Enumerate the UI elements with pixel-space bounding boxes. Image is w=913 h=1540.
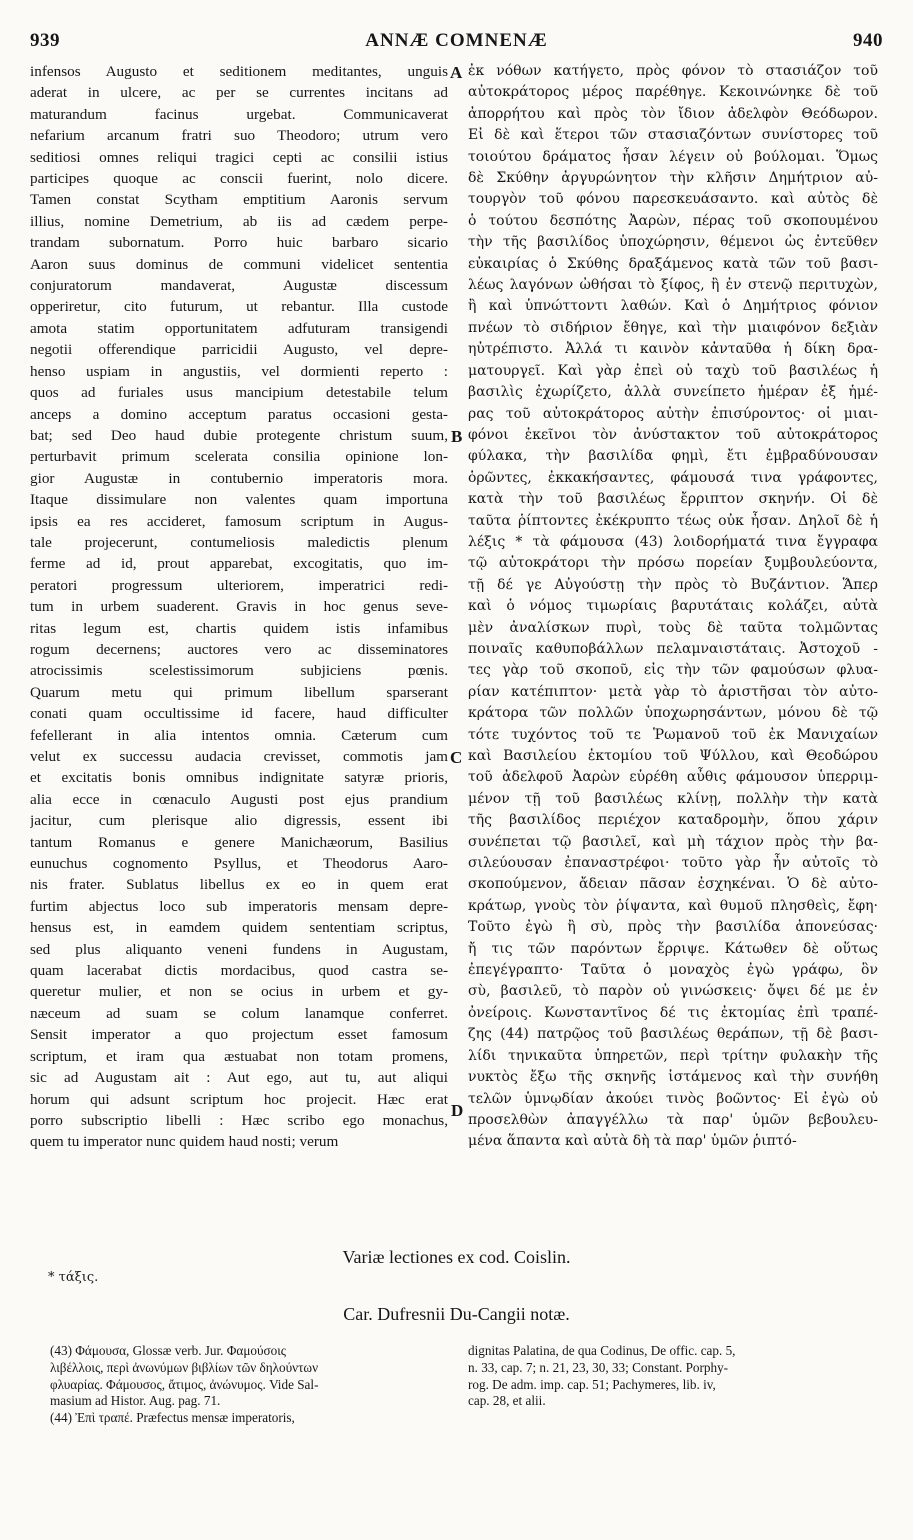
greek-text-line: σιλεύουσαν ἐπαναστρέφοι· τοῦτο γὰρ ἦν αὐτοῖς τὸ: [468, 855, 878, 872]
greek-text-line: ὁ τούτου δεσπότης Ἀαρὼν, πέρας τοῦ σκοπουμένου: [468, 212, 878, 229]
latin-text-line: negotii offerendique parricidii Augusto, vel depre-: [30, 341, 448, 359]
greek-text-line: αὐτοκράτορος μέρος παρέθηγε. Κεκοινώνηκε δὲ τοῦ: [468, 84, 878, 101]
note-line: n. 33, cap. 7; n. 21, 23, 30, 33; Constant. Porphy-: [468, 1359, 729, 1375]
greek-text-line: ζης (44) πατρῷος τοῦ βασιλέως θεράπων, τῇ δὲ βασι-: [468, 1026, 878, 1043]
greek-text-line: ρίαν κατέπιπτον· μετὰ γὰρ τὸ ἀριστῆσαι τὸν αὐτο-: [468, 683, 878, 700]
latin-text-line: alia ecce in cœnaculo Augusti post ejus prandium: [30, 790, 448, 808]
greek-text-line: σὺ, βασιλεῦ, τὸ παρὸν οὐ γινώσκεις· ὄψει δέ με ἐν: [468, 983, 878, 1000]
greek-text-line: τουργὸν τοῦ φόνου παρεσκευάσαντο. καὶ αὐτὸς δὲ: [468, 191, 878, 208]
greek-text-line: δὲ Σκύθην ἀργυρώνητον τὴν κλῆσιν Δημήτριον αὐ-: [468, 170, 878, 187]
latin-text-line: jacitur, cum plerisque alio digressis, essent ibi: [30, 812, 448, 830]
greek-text-line: Εἰ δὲ καὶ ἕτεροι τῶν στασιαζόντων συνίστορες τοῦ: [468, 127, 878, 144]
latin-text-line: queretur mulier, et non se ocius in urbem et gy-: [30, 983, 448, 1001]
greek-text-line: λέξις * τὰ φάμουσα (43) λοιδορήματά τινα ἔγγραφα: [468, 533, 878, 550]
latin-text-line: nis frater. Sublatus libellus ex eo in quem erat: [30, 876, 448, 894]
latin-text-line: conjuratorum mandaverat, Augustæ discessum: [30, 277, 448, 295]
running-title: ANNÆ COMNENÆ: [365, 30, 548, 51]
greek-text-line: μὲν ἀναλίσκων πυρὶ, τοὺς δὲ ταῦτα τολμῶντας: [468, 619, 878, 636]
greek-text-line: ὁρῶντες, ἐκκακήσαντες, φάμουσά τινα γράφοντες,: [468, 469, 878, 486]
greek-text-line: πνέων τὸ σιδήριον ἔθηγε, καὶ τὴν μιαιφόνον δεξιὰν: [468, 319, 878, 336]
latin-text-line: sed plus aliquanto veneni fundens in Augustam,: [30, 940, 448, 958]
greek-text-line: τοιούτου δράματος ἦσαν λέγειν οὐ βούλομαι. Ὅμως: [468, 148, 878, 165]
latin-text-line: et excitatis bonis omnibus indignitate satyræ prioris,: [30, 769, 448, 787]
greek-text-line: ἐκ νόθων κατήγετο, πρὸς φόνον τὸ στασιάζον τοῦ: [468, 63, 878, 79]
latin-text-line: Sensit imperator a quo projectum esset famosum: [30, 1026, 448, 1044]
latin-text-line: ritas legum est, chartis quidem istis infamibus: [30, 619, 448, 637]
greek-text-line: ταῦτα ῥίπτοντες ἐκέκρυπτο τέως οὐκ ἦσαν. Δηλοῖ δὲ ἡ: [468, 512, 878, 529]
greek-text-line: συνέπεται τῷ βασιλεῖ, καὶ μὴ τάχιον πρὸς τὴν βα-: [468, 833, 878, 850]
latin-text-line: aderat in ulcere, ac per se currentes incitans ad: [30, 84, 448, 102]
latin-text-line: hensus est, in eamdem quidem sententiam scriptus,: [30, 919, 448, 937]
greek-text-line: τῆς βασιλίδος περιέχον καταδρομὴν, ὅπου χάριν: [468, 812, 878, 829]
latin-text-line: trandam subornatum. Porro huic barbaro sicario: [30, 234, 448, 252]
latin-text-line: sic ad Augustam ait : Aut ego, aut tu, aut aliqui: [30, 1069, 448, 1087]
latin-text-line: amota statim opportunitatem adfuturam transigendi: [30, 319, 448, 337]
latin-text-line: horum qui adsunt scriptum hoc projecit. Hæc erat: [30, 1090, 448, 1108]
greek-text-line: ἤ τις τῶν παρόντων ἔρριψε. Κάτωθεν δὲ οὕτως: [468, 940, 878, 957]
greek-text-line: κατὰ τὴν τοῦ βασιλέως ἔρριπτον σκηνήν. Οἱ δὲ: [468, 491, 878, 508]
latin-text-line: ipsis ea res accideret, famosum scriptum in Augus-: [30, 512, 448, 530]
latin-text-line: nefarium arcanum fratri suo Theodoro; utrum vero: [30, 127, 448, 145]
note-line: rog. De adm. imp. cap. 51; Pachymeres, lib. iv,: [468, 1376, 716, 1392]
greek-text-line: ποιναῖς καθυποβάλλων πελαμναιστάταις. Ἀστοχοῦ -: [468, 640, 878, 657]
latin-text-line: eunuchus cognomento Psyllus, et Theodorus Aaro-: [30, 855, 448, 873]
greek-text-line: λίδι τηνικαῦτα ὑπηρετῶν, περὶ τρίτην φυλακὴν τῆς: [468, 1047, 878, 1064]
greek-text-line: τῷ αὐτοκράτορι τὴν πρόσω πορείαν ξυμβουλεύοντα,: [468, 555, 878, 572]
section-marker-a: A: [450, 63, 463, 82]
greek-text-line: ἐπεγέγραπτο· Ταῦτα ὁ μοναχὸς ἐγὼ γράφω, ὃν: [468, 962, 878, 979]
latin-text-line: bat; sed Deo haud dubie protegente christum suum,: [30, 426, 448, 444]
greek-text-line: εὐκαιρίας ὁ Σκύθης δραξάμενος κατὰ τῶν τοῦ βασι-: [468, 255, 878, 272]
note-line: cap. 28, et alii.: [468, 1393, 546, 1409]
section-marker-d: D: [451, 1101, 464, 1120]
latin-text-line: quam lacerabat dictis mordacibus, quod castra se-: [30, 962, 448, 980]
greek-text-line: ἢ καὶ ὑπνώττοντι λαθών. Καὶ ὁ Δημήτριος φόνιον: [468, 298, 878, 315]
greek-text-line: τότε τυχόντος τοῦ τε Ῥωμανοῦ τοῦ ἐκ Μανιχαίων: [468, 726, 878, 743]
greek-column: [468, 61, 878, 1153]
section-marker-b: B: [451, 427, 463, 446]
note-line: φλυαρίας. Φάμουσος, ἄτιμος, ἀνώνυμος. Vide Sal-: [50, 1376, 319, 1392]
latin-text-line: anceps a domino acceptum paratus occasioni gesta-: [30, 405, 448, 423]
note-line: masium ad Histor. Aug. pag. 71.: [50, 1393, 221, 1409]
latin-text-line: seditiosi omnes reliqui tragici cepti ac consilii istius: [30, 148, 448, 166]
latin-text-line: peratori progressum ulteriorem, imperatrici redi-: [30, 576, 448, 594]
latin-text-line: Tamen constat Scytham emptitium Aaronis servum: [30, 191, 448, 209]
greek-text-line: τῇ δέ γε Αὐγούστῃ τὴν πρὸς τὸ Βυζάντιον. Ἅπερ: [468, 576, 878, 593]
greek-text-line: ηὐτρέπιστο. Ἀλλά τι καινὸν κἀνταῦθα ἡ δίκη δρα-: [468, 341, 878, 358]
greek-text-line: λέως λαγόνων ὠθήσαι τὸ ξίφος, ἢ ἐν στενῷ περιτυχὼν,: [468, 277, 878, 294]
greek-text-line: προσελθὼν ἀπαγγέλλω τὰ παρ' ὑμῶν βεβουλευ-: [468, 1111, 878, 1128]
page-number-left: 939: [30, 30, 60, 51]
latin-text-line: furtim abjectus loco sub imperatoris mensam depre-: [30, 897, 448, 915]
note-line: dignitas Palatina, de qua Codinus, De offic. cap. 5,: [468, 1343, 736, 1358]
latin-text-line: conati quam occultissime id facere, haud difficulter: [30, 705, 448, 723]
latin-text-line: tantum Romanus e genere Manichæorum, Basilius: [30, 833, 448, 851]
greek-text-line: καὶ ὁ νόμος τιμωρίαις βαρυτάταις κολάζει, αὐτὰ: [468, 598, 878, 615]
page-number-right: 940: [853, 30, 883, 51]
latin-text-line: Itaque dissimulare non valentes quam importuna: [30, 491, 448, 509]
latin-text-line: næceum ad suam se colum lanamque conferret.: [30, 1004, 448, 1022]
greek-text-line: τὴν τῆς βασιλίδος ὑποχώρησιν, θέμενοι ὡς ἐντεῦθεν: [468, 234, 878, 251]
latin-text-line: velut ex successu audacia crevisset, commotis jam: [30, 748, 448, 765]
latin-text-line: fefellerant in alia intentos omnia. Cæterum cum: [30, 726, 448, 744]
latin-text-line: quem tu imperator nunc quidem haud nosti; verum: [30, 1133, 339, 1151]
latin-text-line: atrocissimis scelestissimorum subjiciens pœnis.: [30, 662, 448, 680]
variae-lectiones-note: * τάξις.: [48, 1270, 99, 1285]
greek-text-line: τες γὰρ τοῦ σκοποῦ, εἰς τὴν τῶν φαμούσων φλυα-: [468, 662, 878, 679]
greek-text-line: ἀπορρήτου καὶ πρὸς τὸν ἴδιον ἀδελφὸν Θεόδωρον.: [468, 105, 878, 122]
greek-text-line: κράτορα τῶν πολλῶν ὑποχωρησάντων, μόνου δὲ τῷ: [468, 705, 878, 722]
greek-text-line: Τοῦτο ἐγὼ ἢ σὺ, πρὸς τὴν βασιλίδα ἀπονεύσας·: [468, 919, 878, 936]
section-marker-c: C: [450, 748, 463, 767]
latin-text-line: henso uspiam in angustiis, vel dormienti reperto :: [30, 362, 448, 380]
latin-text-line: Aaron suus dominus de communi videlicet sententia: [30, 255, 448, 273]
greek-text-line: τοῦ ἀδελφοῦ Ἀαρὼν εὑρέθη αὖθις φάμουσον ὑπερριμ-: [468, 769, 878, 786]
latin-text-line: participes quoque ac conscii fuerint, nolo dicere.: [30, 170, 448, 188]
greek-text-line: ὀνείροις. Κωνσταντῖνος δέ τις ἐκτομίας ἐπὶ τραπέ-: [468, 1004, 878, 1021]
latin-text-line: maturandum facinus urgebat. Communicaverat: [30, 105, 448, 123]
latin-column: [30, 61, 448, 1153]
greek-text-line: νυκτὸς ἔξω τῆς σκηνῆς ἱστάμενος καὶ τὴν συνήθη: [468, 1069, 878, 1086]
latin-text-line: tum in urbem suaderent. Gravis in hoc genus seve-: [30, 598, 448, 616]
greek-text-line: φύλακα, τὴν βασιλίδα φημὶ, ἔτι ἐμβραδύνουσαν: [468, 448, 878, 465]
latin-text-line: ferme ad id, prout apparebat, excogitatis, quo im-: [30, 555, 448, 573]
latin-text-line: illius, nomine Demetrium, ab iis ad cædem perpe-: [30, 212, 448, 230]
latin-text-line: opperiretur, cito futurum, ut rebantur. Illa custode: [30, 298, 448, 316]
greek-text-line: σκοπούμενον, ἄδειαν πᾶσαν ἐσχηκέναι. Ὁ δὲ αὐτο-: [468, 876, 878, 893]
greek-text-line: φόνοι ἐκεῖνοι τὸν ἀνύστακτον τοῦ αὐτοκράτορος: [468, 426, 878, 443]
latin-text-line: perturbavit primum scelerata consilia opinione lon-: [30, 448, 448, 466]
notes-left-column: [50, 1343, 450, 1427]
variae-lectiones-heading: Variæ lectiones ex cod. Coislin.: [342, 1247, 571, 1267]
note-line: λιβέλλοις, περὶ ἀνωνύμων βιβλίων τῶν δηλούντων: [50, 1359, 319, 1375]
greek-text-line: βασιλὶς ἐχωρίζετο, ἀλλὰ συνείπετο ἡμέραν ἐξ ἡμέ-: [468, 384, 878, 401]
latin-text-line: gior Augustæ in contubernio imperatoris mora.: [30, 469, 448, 487]
greek-text-line: κράτωρ, γνοὺς τὸν ῥίψαντα, καὶ θυμοῦ πλησθεὶς, ἔφη·: [468, 897, 878, 914]
notes-heading: Car. Dufresnii Du-Cangii notæ.: [343, 1304, 570, 1324]
note-line: (43) Φάμουσα, Glossæ verb. Jur. Φαμούσοις: [50, 1343, 286, 1358]
latin-text-line: quos ad furiales usus mancipium detestabile telum: [30, 384, 448, 402]
page-header: [30, 30, 883, 56]
latin-text-line: porro subscriptio libelli : Hæc scribo ego monachus,: [30, 1111, 448, 1129]
greek-text-line: μένον τῇ τοῦ βασιλέως κλίνῃ, πολλὴν τὴν κατὰ: [468, 790, 878, 807]
latin-text-line: scriptum, et iram qua æstuabat non totam promens,: [30, 1047, 448, 1065]
greek-text-line: καὶ Βασιλείου ἐκτομίου τοῦ Ψύλλου, καὶ Θεοδώρου: [468, 748, 878, 764]
greek-text-line: τελῶν ὑμνῳδίαν ἀκούει τινὸς βοῶντος· Εἰ ἐγὼ οὐ: [468, 1090, 878, 1107]
greek-text-line: ματουργεῖ. Καὶ γὰρ ἐπεὶ οὐ ταχὺ τοῦ βασιλέως ἡ: [468, 362, 878, 379]
latin-text-line: Quarum metu qui primum libellum sparserant: [30, 683, 448, 701]
greek-text-line: μένα ἅπαντα καὶ αὐτὰ δὴ τὰ παρ' ὑμῶν ῥιπτό-: [468, 1133, 797, 1150]
latin-text-line: tale projecerunt, contumeliosis maledictis plenum: [30, 533, 448, 551]
notes-right-column: [468, 1343, 886, 1410]
latin-text-line: infensos Augusto et seditionem meditantes, unguis: [30, 63, 448, 80]
latin-text-line: rogum decernens; auctores vero ac disseminatores: [30, 640, 448, 658]
note-line: (44) Ἐπὶ τραπέ. Præfectus mensæ imperatoris,: [50, 1410, 295, 1426]
greek-text-line: ρας τοῦ αὐτοκράτορος αὐτὴν ἐπισύροντος· οἱ μιαι-: [468, 405, 878, 422]
